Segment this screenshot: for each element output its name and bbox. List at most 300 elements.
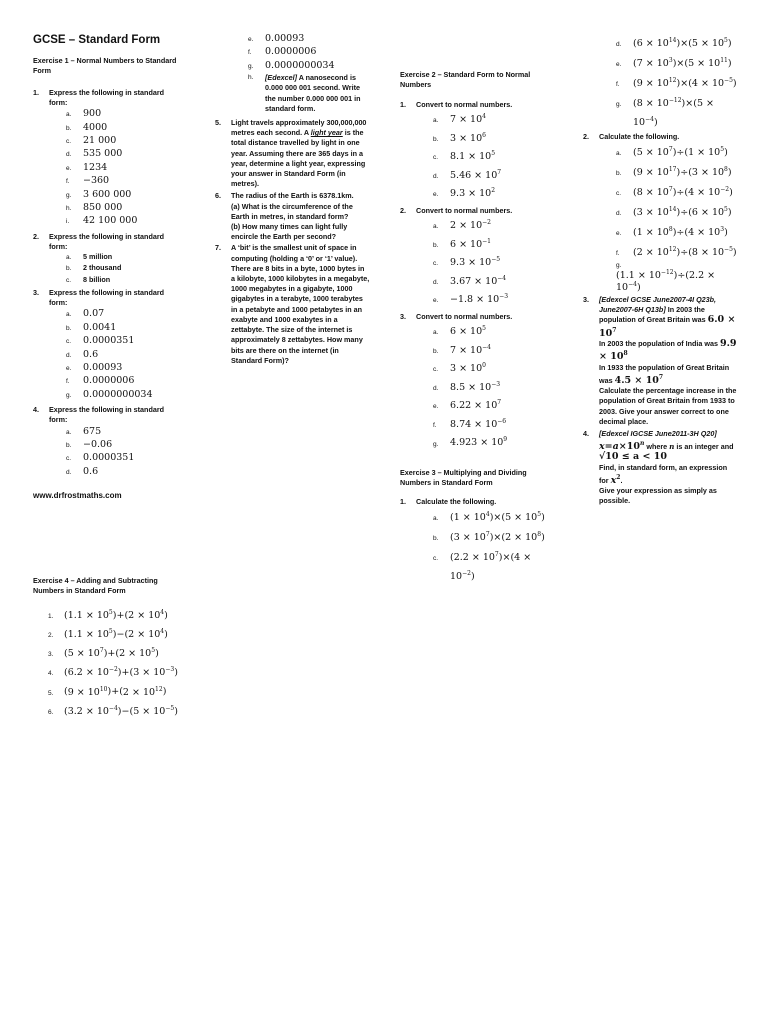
standard-form-number: [450, 322, 486, 340]
operator: ×: [680, 38, 689, 50]
exponent: 7: [668, 145, 673, 153]
standard-form-number: [692, 247, 733, 258]
list-item: [48, 701, 183, 720]
paren: (: [633, 98, 637, 110]
times-ten: × 10: [82, 629, 109, 641]
mantissa: 2.2: [453, 552, 469, 564]
column-4: [583, 33, 738, 507]
mantissa: 5: [636, 147, 643, 159]
list-item: [66, 122, 183, 135]
standard-form-number: [450, 272, 506, 290]
times-ten: × 10: [139, 705, 166, 717]
ex2-q2: [400, 206, 550, 309]
operator: ÷: [680, 167, 689, 179]
paren: (: [688, 246, 692, 258]
ex2-q1-list: [400, 110, 550, 203]
list-item: [48, 605, 183, 624]
paren: ): [470, 571, 475, 583]
times-ten: × 10: [456, 363, 483, 375]
mantissa: 2: [128, 609, 135, 621]
paren: ): [676, 167, 681, 179]
column-3: [400, 70, 550, 585]
exponent: −4: [628, 280, 637, 288]
standard-form-number: [688, 227, 724, 238]
item-label: d.: [66, 151, 72, 159]
question-number: 1.: [400, 496, 406, 506]
ex1-q6: [215, 191, 370, 242]
times-ten: × 10: [73, 648, 100, 660]
exponent: −2: [108, 666, 118, 674]
mantissa: 6.0: [707, 314, 725, 326]
item-label: d.: [433, 172, 439, 180]
mantissa: 1: [636, 226, 643, 238]
paren: ): [727, 38, 732, 50]
list-item: [66, 426, 183, 439]
exponent: 12: [155, 685, 163, 693]
standard-form-number: [68, 610, 113, 621]
item-label: a.: [433, 515, 439, 523]
list-item: [248, 46, 370, 59]
exponent: 8: [668, 225, 673, 233]
question-text: Convert to normal numbers.: [416, 99, 513, 109]
mantissa: 6.2: [67, 667, 83, 679]
times-ten: × 10: [642, 98, 669, 110]
mantissa: 8: [691, 246, 698, 258]
question-number: 1.: [48, 612, 54, 620]
paren: (: [688, 167, 692, 179]
operator: ÷: [676, 226, 685, 238]
exponent: 5: [724, 37, 728, 44]
times-ten: × 10: [125, 648, 152, 660]
paren: ): [174, 705, 178, 717]
item-label: c.: [433, 260, 439, 268]
mantissa: 6: [450, 326, 457, 338]
question-number: 6.: [215, 191, 221, 201]
paren: (: [688, 38, 692, 50]
paren: (: [124, 629, 129, 641]
paren: (: [693, 98, 697, 110]
mantissa: 6.22: [450, 400, 472, 412]
item-label: e.: [66, 364, 72, 372]
times-ten: × 10: [694, 147, 721, 159]
exponent: 7: [668, 185, 673, 193]
item-label: e.: [433, 403, 439, 411]
paren: ): [672, 147, 677, 159]
standard-form-number: [450, 129, 486, 147]
list-item: [616, 33, 738, 53]
item-label: b.: [433, 347, 439, 355]
paren: ): [174, 667, 178, 679]
exponent: 7: [497, 168, 502, 176]
list-item: [433, 359, 550, 378]
times-ten: × 10: [456, 132, 483, 144]
mantissa: 8: [636, 187, 643, 199]
question-text: where: [644, 442, 670, 452]
item-label: c.: [66, 138, 72, 146]
paren: ): [489, 512, 494, 524]
item-label: e.: [248, 36, 254, 43]
standard-form-number: [688, 147, 724, 158]
question-number: 7.: [215, 243, 221, 253]
paren: ): [117, 705, 122, 717]
paren: ): [727, 206, 732, 218]
paren: (: [685, 269, 689, 281]
list-item: [433, 527, 550, 547]
paren: ): [653, 116, 658, 128]
ex1-q7: [215, 243, 370, 365]
times-ten: × 10: [465, 257, 492, 269]
paren: (: [688, 78, 692, 90]
pair-expression: [450, 547, 550, 585]
mantissa: 9: [636, 167, 643, 179]
times-ten: × 10: [73, 686, 100, 698]
item-label: i.: [66, 218, 70, 226]
operator: +: [121, 667, 130, 679]
list-item: [48, 624, 183, 643]
times-ten: × 10: [456, 344, 483, 356]
times-ten: × 10: [697, 78, 725, 90]
list-item: [616, 73, 738, 93]
item-label: d.: [66, 468, 72, 476]
list-item: [433, 166, 550, 185]
mantissa: 3: [636, 206, 643, 218]
item-label: c.: [616, 190, 622, 198]
times-ten: × 10: [456, 238, 483, 250]
standard-form-number: [637, 38, 677, 49]
question-text-india: In 2003 the population of India was: [599, 338, 721, 348]
item-value: 42 100 000: [83, 215, 138, 227]
paren: (: [64, 629, 68, 641]
list-item: [66, 275, 183, 286]
times-ten: × 10: [599, 351, 624, 363]
standard-form-number: [128, 629, 164, 640]
mantissa: 3: [133, 667, 140, 679]
mantissa: 5: [133, 705, 140, 717]
mantissa: 3.67: [450, 275, 472, 287]
mantissa: 9: [636, 78, 643, 90]
times-ten: × 10: [468, 552, 495, 564]
paren: (: [450, 512, 454, 524]
item-label: f.: [66, 178, 70, 186]
standard-form-number: [450, 235, 491, 253]
website-link[interactable]: www.drfrostmaths.com: [33, 491, 122, 501]
exponent: 8: [537, 530, 542, 538]
exponent: −5: [165, 704, 175, 712]
mantissa: 3: [691, 167, 698, 179]
pair-expression: [633, 182, 733, 201]
mantissa: 3: [450, 363, 457, 375]
mantissa: 3: [450, 132, 457, 144]
part-b: (b) How many times can light fully encircle the Earth per second?: [231, 222, 348, 242]
standard-form-number: [133, 706, 174, 717]
times-ten: × 10: [456, 220, 483, 232]
list-item: [433, 147, 550, 166]
exponent: 4: [160, 627, 165, 635]
exponent: 0: [482, 362, 486, 370]
source-tag: [Edexcel IGCSE June2011-3H Q20]: [599, 428, 717, 438]
item-value: 8 billion: [83, 274, 111, 284]
pair-expression-g: [616, 269, 738, 293]
pair-expression: [633, 93, 738, 131]
mantissa: 1: [453, 512, 460, 524]
ex3-q1: [400, 497, 550, 585]
exponent: −12: [660, 268, 674, 276]
mantissa: 4: [688, 187, 695, 199]
item-label: a.: [66, 311, 72, 319]
list-item: [66, 322, 183, 335]
question-text-find: Find, in standard form, an expression for: [599, 462, 728, 486]
question-number: 3.: [583, 295, 589, 304]
pair-expression: [633, 242, 737, 261]
standard-form-number: [450, 147, 495, 165]
exponent: −2: [462, 569, 471, 577]
standard-form-number: [450, 396, 501, 414]
standard-form-number: [68, 687, 108, 698]
ex2-q3: [400, 312, 550, 452]
list-item: [66, 349, 183, 362]
ex1-q4-list: [33, 426, 183, 480]
question-number: 6.: [48, 708, 54, 716]
item-label: c.: [433, 555, 439, 563]
times-ten: × 10: [642, 167, 669, 179]
mantissa: 5: [688, 58, 695, 70]
item-label: f.: [616, 249, 620, 257]
operator: +: [116, 609, 125, 621]
exponent: 14: [668, 205, 677, 213]
list-item: [66, 263, 183, 274]
pair-expression: [64, 624, 168, 642]
paren: (: [129, 667, 134, 679]
times-ten: × 10: [471, 169, 498, 181]
exponent: 10: [99, 685, 108, 693]
mantissa: 5: [696, 98, 703, 110]
paren: ): [676, 246, 681, 258]
item-label: e.: [433, 297, 439, 305]
operator: +: [111, 686, 120, 698]
exponent: 12: [668, 245, 677, 253]
standard-form-number: [450, 166, 501, 184]
item-label: c.: [433, 366, 439, 374]
ex2-q3-list: [400, 322, 550, 452]
mantissa: 8.74: [450, 419, 472, 431]
exponent: 9: [503, 436, 508, 444]
pair-expression: [64, 643, 159, 661]
list-item: [66, 252, 183, 263]
list-item: [248, 60, 370, 73]
paren: ): [676, 78, 681, 90]
paren: ): [729, 187, 733, 199]
mantissa: 5: [505, 512, 512, 524]
paren: (: [633, 167, 637, 179]
question-instruction: Give your expression as simply as possible.: [599, 486, 717, 506]
mantissa: 3.2: [67, 705, 83, 717]
times-ten: × 10: [642, 58, 669, 70]
ex1-q3: [33, 288, 183, 402]
ex1-q4-continued-list: [215, 33, 370, 73]
exponent: 14: [668, 37, 677, 44]
ex2-q2-list: [400, 216, 550, 309]
question-text: Convert to normal numbers.: [416, 311, 513, 321]
item-label: d.: [433, 278, 439, 286]
item-value: 0.6: [83, 348, 99, 360]
item-label: b.: [66, 265, 72, 273]
list-item: [48, 681, 183, 700]
list-item: [433, 507, 550, 527]
exponent: 2: [491, 187, 496, 195]
paren: ): [112, 609, 117, 621]
standard-form-number: [450, 359, 486, 377]
list-item: [433, 378, 550, 397]
item-label: g.: [66, 191, 72, 199]
paren: (: [684, 147, 689, 159]
item-value: 535 000: [83, 148, 123, 160]
pair-expression: [64, 605, 168, 623]
mantissa: −1.8: [450, 294, 474, 306]
paren: (: [633, 38, 637, 50]
question-text: In 2003 the population of Great Britain was: [599, 305, 708, 325]
exercise-4: [33, 576, 183, 720]
item-value: 5 million: [83, 252, 113, 262]
list-item: [433, 184, 550, 203]
times-ten: × 10: [82, 667, 109, 679]
paren: ): [732, 78, 737, 90]
list-item: [66, 215, 183, 228]
question-number: 3.: [400, 311, 406, 321]
mantissa: 4: [688, 226, 695, 238]
standard-form-number: [505, 512, 541, 523]
item-label: b.: [616, 170, 622, 178]
paren: ): [732, 246, 737, 258]
exponent: 5: [151, 647, 156, 655]
mantissa: 1.1: [67, 629, 83, 641]
question-instruction: Calculate the percentage increase in the population of Great Britain from 1933 to 2003. Give your answer correct to one decimal place.: [599, 386, 737, 426]
list-item: [66, 175, 183, 188]
question-number: 4.: [583, 428, 589, 438]
list-item: [433, 272, 550, 291]
ex1-q5: [215, 118, 370, 189]
paren: (: [64, 667, 68, 679]
times-ten: × 10: [511, 532, 538, 544]
mantissa: 2: [450, 220, 457, 232]
times-ten: × 10: [471, 419, 498, 431]
exponent: −4: [482, 343, 491, 351]
paren: ): [541, 532, 545, 544]
times-ten: × 10: [477, 437, 504, 449]
question-text: Express the following in standard form:: [49, 287, 165, 308]
item-label: g.: [248, 62, 254, 70]
question-text: A nanosecond is 0.000 000 001 second. Write the number 0.000 000 001 in standard form.: [265, 73, 361, 113]
mantissa: 1: [688, 147, 695, 159]
list-item: [433, 253, 550, 272]
mantissa: 7: [636, 58, 643, 70]
question-text: Light travels approximately 300,000,000 metres each second. A: [231, 118, 367, 138]
times-ten: × 10: [465, 188, 492, 200]
pair-expression: [633, 222, 728, 241]
operator: −: [121, 705, 130, 717]
times-ten: × 10: [634, 269, 661, 281]
ex1-q4: [33, 405, 183, 479]
item-label: g.: [616, 261, 622, 269]
question-text: Convert to normal numbers.: [416, 205, 513, 215]
question-number: 1.: [400, 99, 406, 109]
exponent: 17: [668, 165, 677, 173]
paren: (: [633, 226, 637, 238]
paren: ): [164, 609, 168, 621]
operator: ÷: [676, 147, 685, 159]
item-label: b.: [433, 535, 439, 543]
question-text: Express the following in standard form:: [49, 405, 165, 425]
paren: (: [684, 187, 689, 199]
pair-expression: [633, 202, 732, 221]
standard-form-number: [637, 58, 673, 69]
times-ten: × 10: [642, 38, 669, 50]
pair-expression: [633, 53, 732, 72]
paren: ): [672, 226, 677, 238]
times-ten: × 10: [631, 374, 659, 386]
question-text: Calculate the following.: [599, 131, 680, 141]
standard-form-number: [688, 187, 729, 198]
operator: +: [107, 648, 116, 660]
item-label: c.: [66, 455, 72, 463]
item-label: d.: [616, 209, 622, 217]
standard-form-number: [68, 706, 118, 717]
standard-form-number: [692, 167, 728, 178]
item-value: 0.0000351: [83, 335, 135, 347]
paren: ): [681, 98, 686, 110]
part-a: (a) What is the circumference of the Earth in metres, in standard form?: [231, 201, 353, 221]
exponent: 5: [491, 150, 496, 158]
ex3-q2-list: [583, 142, 738, 262]
question-number: 2.: [48, 632, 54, 640]
ex1-q2: [33, 232, 183, 286]
standard-form-number: [454, 552, 499, 563]
exponent: 6: [482, 131, 486, 139]
times-ten: × 10: [697, 167, 725, 179]
paren: ): [498, 552, 503, 564]
list-item: [433, 547, 550, 585]
question-number: 3.: [33, 287, 39, 297]
times-ten: × 10: [633, 98, 714, 128]
paren: (: [633, 147, 637, 159]
paren: (: [633, 58, 637, 70]
item-label: f.: [248, 49, 252, 57]
mantissa: 2: [128, 629, 135, 641]
item-value: 0.0000006: [265, 46, 317, 58]
item-label: d.: [433, 384, 439, 392]
standard-form-number: [450, 378, 500, 396]
list-item: [48, 662, 183, 681]
exponent: 3: [668, 56, 673, 64]
times-ten: × 10: [473, 294, 500, 306]
exponent: −1: [482, 237, 491, 245]
exercise-2-heading: Exercise 2 – Standard Form to Normal Numbers: [400, 70, 531, 90]
list-item: [616, 242, 738, 262]
mantissa: 2: [636, 246, 643, 258]
exponent: 5: [482, 325, 486, 333]
standard-form-number: [637, 98, 682, 109]
exponent: −2: [720, 185, 730, 193]
times-ten: × 10: [456, 114, 483, 126]
list-item: [66, 466, 183, 479]
mantissa: 7: [450, 114, 457, 126]
item-label: a.: [66, 428, 72, 436]
operator: ÷: [676, 187, 685, 199]
ex4-list: [33, 605, 183, 720]
item-value: 0.00093: [83, 361, 123, 373]
standard-form-number: [692, 78, 733, 89]
standard-form-number: [119, 648, 155, 659]
times-ten: × 10: [128, 686, 156, 698]
